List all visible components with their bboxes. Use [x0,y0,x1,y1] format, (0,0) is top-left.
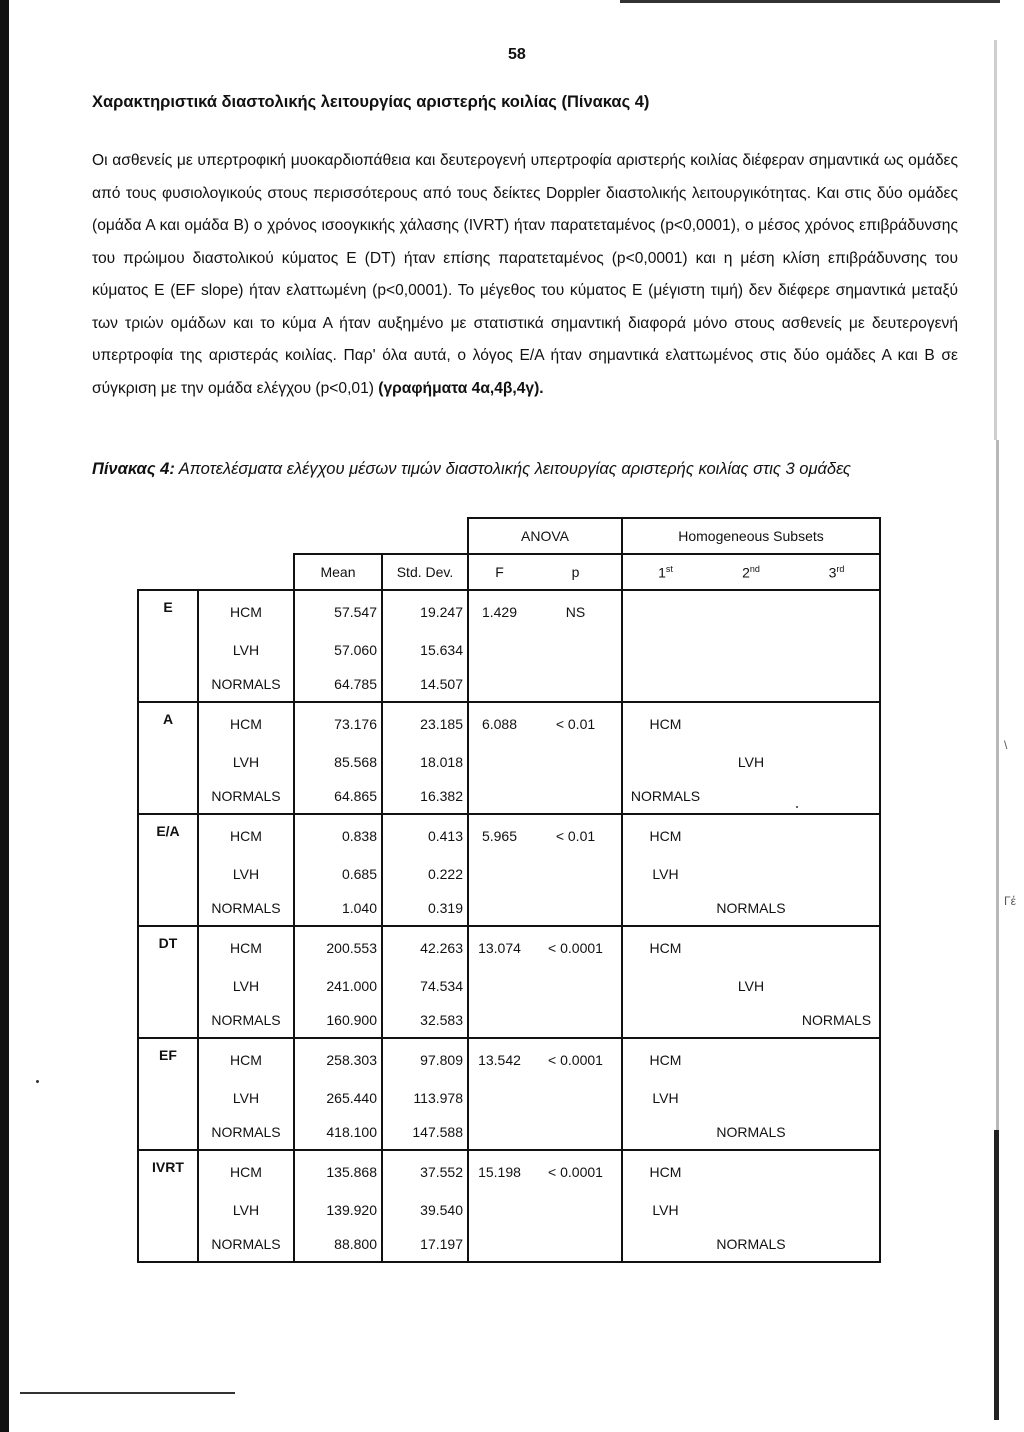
scan-top-line [620,0,1000,3]
subset-3-cell: NORMALS [794,1003,880,1038]
subset-1-cell [622,969,708,1003]
margin-mark: Γέ [1004,894,1016,908]
sd-cell: 0.222 [382,857,468,891]
group-cell: NORMALS [198,891,294,926]
subset-2-cell [708,1150,794,1193]
subset-1-header: 1st [622,554,708,590]
subset-2-cell [708,702,794,745]
results-table [137,517,881,1263]
variable-label [138,969,198,1003]
mean-header: Mean [294,554,382,590]
mean-cell: 57.060 [294,633,382,667]
mean-cell: 139.920 [294,1193,382,1227]
f-cell [468,1115,530,1150]
subset-1-cell: LVH [622,1193,708,1227]
variable-label: IVRT [138,1150,198,1193]
subset-3-cell [794,702,880,745]
p-cell [530,1003,622,1038]
subset-2-cell [708,667,794,702]
table-row [138,1115,880,1150]
group-cell: LVH [198,1193,294,1227]
table-row [138,969,880,1003]
variable-label: A [138,702,198,745]
table-row [138,1227,880,1262]
caption-text: Αποτελέσματα ελέγχου μέσων τιμών διαστολικής λειτουργίας αριστερής κοιλίας στις 3 ομάδες [174,460,851,478]
p-header: p [530,554,622,590]
sd-cell: 147.588 [382,1115,468,1150]
f-cell [468,1003,530,1038]
group-cell: HCM [198,1150,294,1193]
variable-label [138,1227,198,1262]
p-cell [530,745,622,779]
mean-cell: 258.303 [294,1038,382,1081]
variable-label [138,667,198,702]
subset-1-cell: LVH [622,1081,708,1115]
sd-cell: 97.809 [382,1038,468,1081]
group-cell: HCM [198,590,294,633]
p-cell [530,969,622,1003]
subset-3-cell [794,857,880,891]
scan-right-edge [996,440,999,1140]
f-cell [468,779,530,814]
scan-left-edge [0,0,9,1432]
subset-2-cell [708,633,794,667]
table-row [138,1150,880,1193]
sd-cell: 16.382 [382,779,468,814]
subset-2-cell: LVH [737,978,765,994]
group-cell: LVH [198,633,294,667]
subset-3-cell [794,891,880,926]
table-row [138,745,880,779]
table-row [138,633,880,667]
subsets-header: Homogeneous Subsets [622,518,880,554]
subset-3-cell [794,1115,880,1150]
group-cell: LVH [198,857,294,891]
scan-right-edge [994,1130,999,1420]
subset-2-cell [708,1193,794,1227]
f-cell [468,745,530,779]
group-cell: HCM [198,702,294,745]
sd-cell: 14.507 [382,667,468,702]
p-cell: NS [530,590,622,633]
subset-2-cell [708,590,794,633]
p-cell: < 0.01 [530,814,622,857]
f-cell [468,1193,530,1227]
subset-1-cell [622,891,708,926]
p-cell: < 0.0001 [530,926,622,969]
f-header: F [468,554,530,590]
sd-cell: 23.185 [382,702,468,745]
mean-cell: 88.800 [294,1227,382,1262]
subset-1-cell: HCM [622,702,708,745]
table-caption [92,460,851,479]
p-cell: < 0.0001 [530,1150,622,1193]
subset-1-cell: HCM [622,814,708,857]
f-cell: 6.088 [468,702,530,745]
table-row [138,702,880,745]
mean-cell: 200.553 [294,926,382,969]
subset-3-cell [794,667,880,702]
f-cell [468,1227,530,1262]
subset-1-cell [622,1003,708,1038]
variable-label [138,1003,198,1038]
f-cell: 5.965 [468,814,530,857]
sd-cell: 113.978 [382,1081,468,1115]
variable-label [138,1081,198,1115]
scan-speck [36,1080,39,1083]
subset-3-cell [794,1150,880,1193]
mean-cell: 0.685 [294,857,382,891]
subset-3-cell [794,633,880,667]
subset-2-cell [708,857,794,891]
table-row [138,1081,880,1115]
f-cell: 13.542 [468,1038,530,1081]
table-row [138,1193,880,1227]
sd-cell: 19.247 [382,590,468,633]
table-row [138,667,880,702]
subset-3-cell [794,1038,880,1081]
subset-3-cell [794,1193,880,1227]
subset-3-header: 3rd [794,554,880,590]
p-cell: < 0.0001 [530,1038,622,1081]
variable-label [138,745,198,779]
mean-cell: 1.040 [294,891,382,926]
f-cell [468,857,530,891]
variable-label [138,857,198,891]
variable-label [138,1193,198,1227]
page-number: 58 [508,46,526,63]
mean-cell: 64.785 [294,667,382,702]
subset-3-cell [794,779,880,814]
subset-1-cell [622,633,708,667]
mean-cell: 160.900 [294,1003,382,1038]
subset-1-cell: HCM [622,1038,708,1081]
subset-3-cell [794,926,880,969]
p-cell [530,633,622,667]
subset-2-cell [708,1038,794,1081]
p-cell [530,1227,622,1262]
body-paragraph [92,145,958,405]
group-cell: LVH [198,969,294,1003]
subset-2-cell: NORMALS [716,1124,786,1140]
group-cell: LVH [198,745,294,779]
subset-2-cell [708,1081,794,1115]
group-cell: NORMALS [198,1227,294,1262]
subset-1-cell: LVH [622,857,708,891]
mean-cell: 265.440 [294,1081,382,1115]
subset-1-cell [622,590,708,633]
scan-bottom-line [20,1392,235,1394]
subset-3-cell [794,1227,880,1262]
subset-2-cell [708,814,794,857]
mean-cell: 418.100 [294,1115,382,1150]
table-row [138,926,880,969]
group-cell: NORMALS [198,1115,294,1150]
p-cell [530,779,622,814]
group-header-row [138,518,880,554]
paragraph-text: Οι ασθενείς με υπερτροφική μυοκαρδιοπάθεια και δευτερογενή υπερτροφία αριστερής κοιλίας διέφεραν σημαντικά ως ομάδες από τους φυσιολογικούς στους περισσότερους από τους δείκτες Doppler διαστολικής λειτουργικότητας. Και στις δύο ομάδες (ομάδα Α και ομάδα Β) ο χρόνος ισοογκικής χάλασης (IVRT) ήταν παρατεταμένος (p<0,0001), ο μέσος χρόνος επιβράδυνσης του πρώιμου διαστολικού κύματος Ε (DT) ήταν επίσης παρατεταμένος (p<0,0001) και η μέση κλίση επιβράδυνσης του κύματος Ε (EF slope) ήταν ελαττωμένη (p<0,0001). Το μέγεθος του κύματος Ε (μέγιστη τιμή) δεν διέφερε σημαντικά μεταξύ των τριών ομάδων και το κύμα Α ήταν αυξημένο με στατιστικά σημαντική διαφορά μόνο στους ασθενείς με δευτερογενή υπερτροφία της αριστεράς κοιλίας. Παρ' όλα αυτά, ο λόγος Ε/Α ήταν σημαντικά ελαττωμένος στις δύο ομάδες Α και Β σε σύγκριση με την ομάδα ελέγχου (p<0,01) [92,152,958,397]
sd-cell: 17.197 [382,1227,468,1262]
p-cell [530,1193,622,1227]
f-cell [468,667,530,702]
variable-label [138,633,198,667]
table-row [138,814,880,857]
p-cell [530,1081,622,1115]
caption-label: Πίνακας 4: [92,460,175,478]
group-cell: LVH [198,1081,294,1115]
sd-cell: 42.263 [382,926,468,969]
margin-mark: \ [1004,738,1008,752]
subset-1-cell [622,667,708,702]
subset-1-cell: NORMALS [622,779,708,814]
variable-label: E [138,590,198,633]
mean-cell: 57.547 [294,590,382,633]
mean-cell: 241.000 [294,969,382,1003]
subset-3-cell [794,814,880,857]
mean-cell: 135.868 [294,1150,382,1193]
section-title: Χαρακτηριστικά διαστολικής λειτουργίας αριστερής κοιλίας (Πίνακας 4) [92,93,650,111]
subset-2-cell [708,926,794,969]
group-cell: HCM [198,1038,294,1081]
subset-2-cell: NORMALS [708,1227,794,1262]
f-cell [468,633,530,667]
anova-header: ANOVA [468,518,622,554]
p-cell [530,667,622,702]
variable-label [138,779,198,814]
mean-cell: 85.568 [294,745,382,779]
group-cell: NORMALS [198,779,294,814]
group-cell: HCM [198,926,294,969]
mean-cell: 73.176 [294,702,382,745]
sd-header: Std. Dev. [382,554,468,590]
variable-label [138,1115,198,1150]
f-cell: 1.429 [468,590,530,633]
subset-2-header: 2nd [708,554,794,590]
variable-label: DT [138,926,198,969]
sd-cell: 37.552 [382,1150,468,1193]
sd-cell: 18.018 [382,745,468,779]
table-row [138,1038,880,1081]
table-row [138,891,880,926]
subset-1-cell [622,1115,708,1150]
sd-cell: 32.583 [382,1003,468,1038]
p-cell [530,1115,622,1150]
group-cell: HCM [198,814,294,857]
sd-cell: 0.413 [382,814,468,857]
table-row [138,590,880,633]
subset-3-cell [794,969,880,1003]
p-cell [530,891,622,926]
table-row [138,857,880,891]
subset-2-cell [708,779,794,814]
f-cell [468,891,530,926]
subset-3-cell [794,590,880,633]
subset-3-cell [794,1081,880,1115]
subset-1-cell: HCM [622,1150,708,1193]
paragraph-figure-ref: (γραφήματα 4α,4β,4γ). [378,379,544,397]
table-row [138,1003,880,1038]
subset-2-cell [708,1003,794,1038]
subset-2-cell: LVH [737,754,765,770]
sd-cell: 15.634 [382,633,468,667]
table-row [138,779,880,814]
variable-label: E/A [138,814,198,857]
f-cell [468,969,530,1003]
sd-cell: 74.534 [382,969,468,1003]
mean-cell: 64.865 [294,779,382,814]
group-cell: NORMALS [198,667,294,702]
subset-3-cell [794,745,880,779]
subset-2-cell: NORMALS [716,900,786,916]
p-cell [530,857,622,891]
group-cell: NORMALS [198,1003,294,1038]
sd-cell: 0.319 [382,891,468,926]
mean-cell: 0.838 [294,814,382,857]
f-cell: 15.198 [468,1150,530,1193]
p-cell: < 0.01 [530,702,622,745]
subset-1-cell: HCM [622,926,708,969]
subset-1-cell [622,745,708,779]
variable-label: EF [138,1038,198,1081]
variable-label [138,891,198,926]
sd-cell: 39.540 [382,1193,468,1227]
column-header-row [138,554,880,590]
f-cell: 13.074 [468,926,530,969]
f-cell [468,1081,530,1115]
subset-1-cell [622,1227,708,1262]
scan-right-edge [994,40,997,440]
